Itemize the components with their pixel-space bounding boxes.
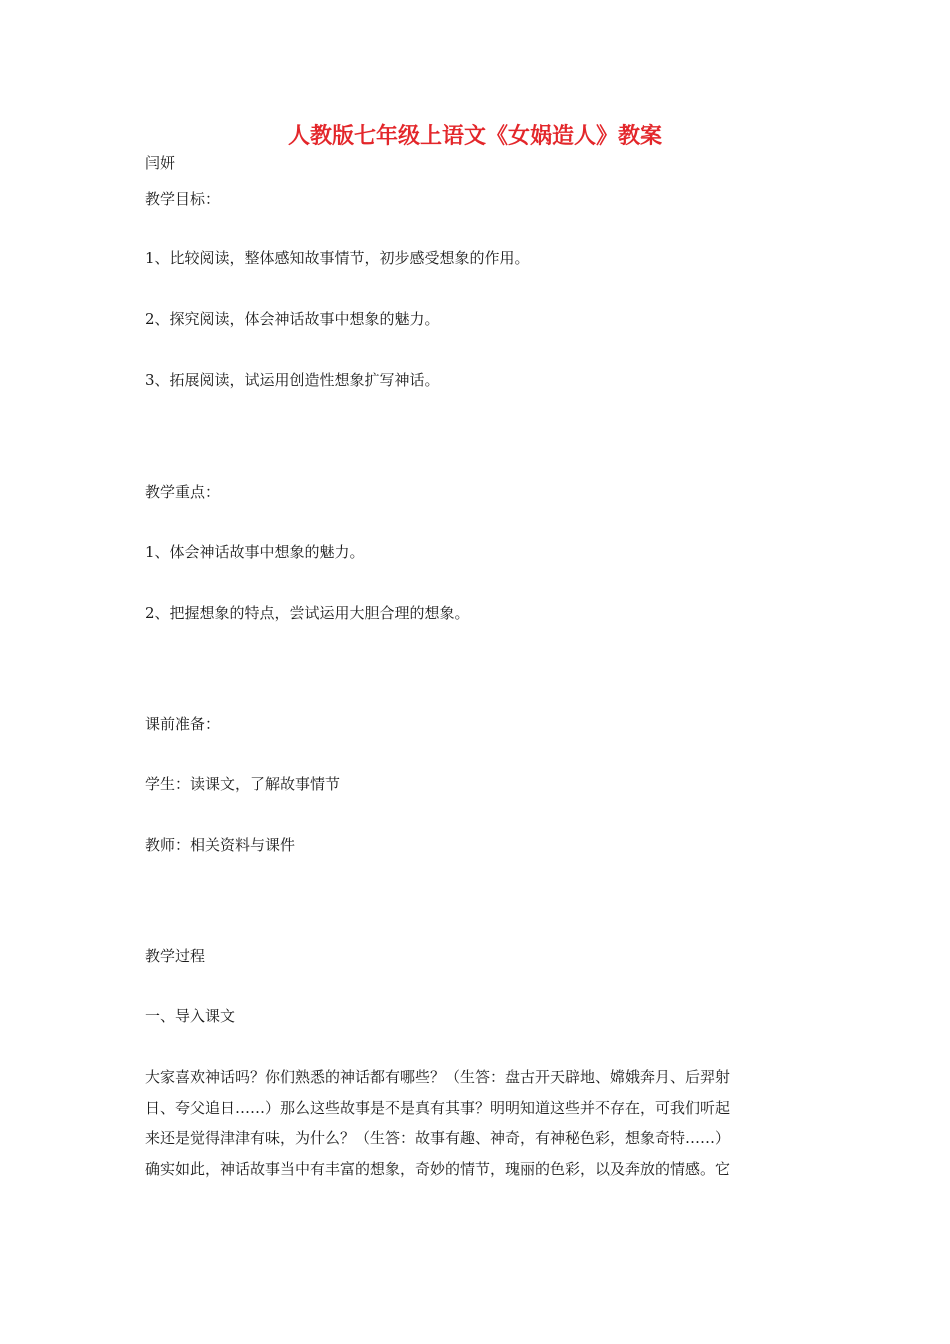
key-point-item-2: 2、把握想象的特点，尝试运用大胆合理的想象。 — [145, 604, 470, 622]
objective-item-1: 1、比较阅读，整体感知故事情节，初步感受想象的作用。 — [145, 249, 530, 267]
author-name: 闫妍 — [145, 154, 176, 172]
section1-paragraph — [145, 1062, 810, 1184]
paragraph-line: 确实如此，神话故事当中有丰富的想象，奇妙的情节，瑰丽的色彩，以及奔放的情感。它 — [145, 1159, 731, 1178]
paragraph-line: 日、夸父追日……）那么这些故事是不是真有其事？明明知道这些并不存在，可我们听起 — [145, 1098, 731, 1117]
objective-item-2: 2、探究阅读，体会神话故事中想象的魅力。 — [145, 310, 440, 328]
key-point-item-1: 1、体会神话故事中想象的魅力。 — [145, 543, 365, 561]
preparation-teacher: 教师：相关资料与课件 — [145, 836, 296, 854]
section1-heading: 一、导入课文 — [145, 1007, 236, 1025]
preparation-heading: 课前准备： — [145, 715, 221, 733]
document-title: 人教版七年级上语文《女娲造人》教案 — [287, 124, 662, 149]
objectives-heading: 教学目标： — [145, 190, 221, 208]
process-heading: 教学过程 — [145, 947, 206, 965]
paragraph-line: 来还是觉得津津有味，为什么？（生答：故事有趣、神奇，有神秘色彩，想象奇特……） — [145, 1129, 731, 1147]
preparation-student: 学生：读课文，了解故事情节 — [145, 775, 341, 793]
key-points-heading: 教学重点： — [145, 483, 221, 501]
objective-item-3: 3、拓展阅读，试运用创造性想象扩写神话。 — [145, 371, 440, 389]
paragraph-line: 大家喜欢神话吗？你们熟悉的神话都有哪些？（生答：盘古开天辟地、嫦娥奔月、后羿射 — [145, 1068, 731, 1086]
